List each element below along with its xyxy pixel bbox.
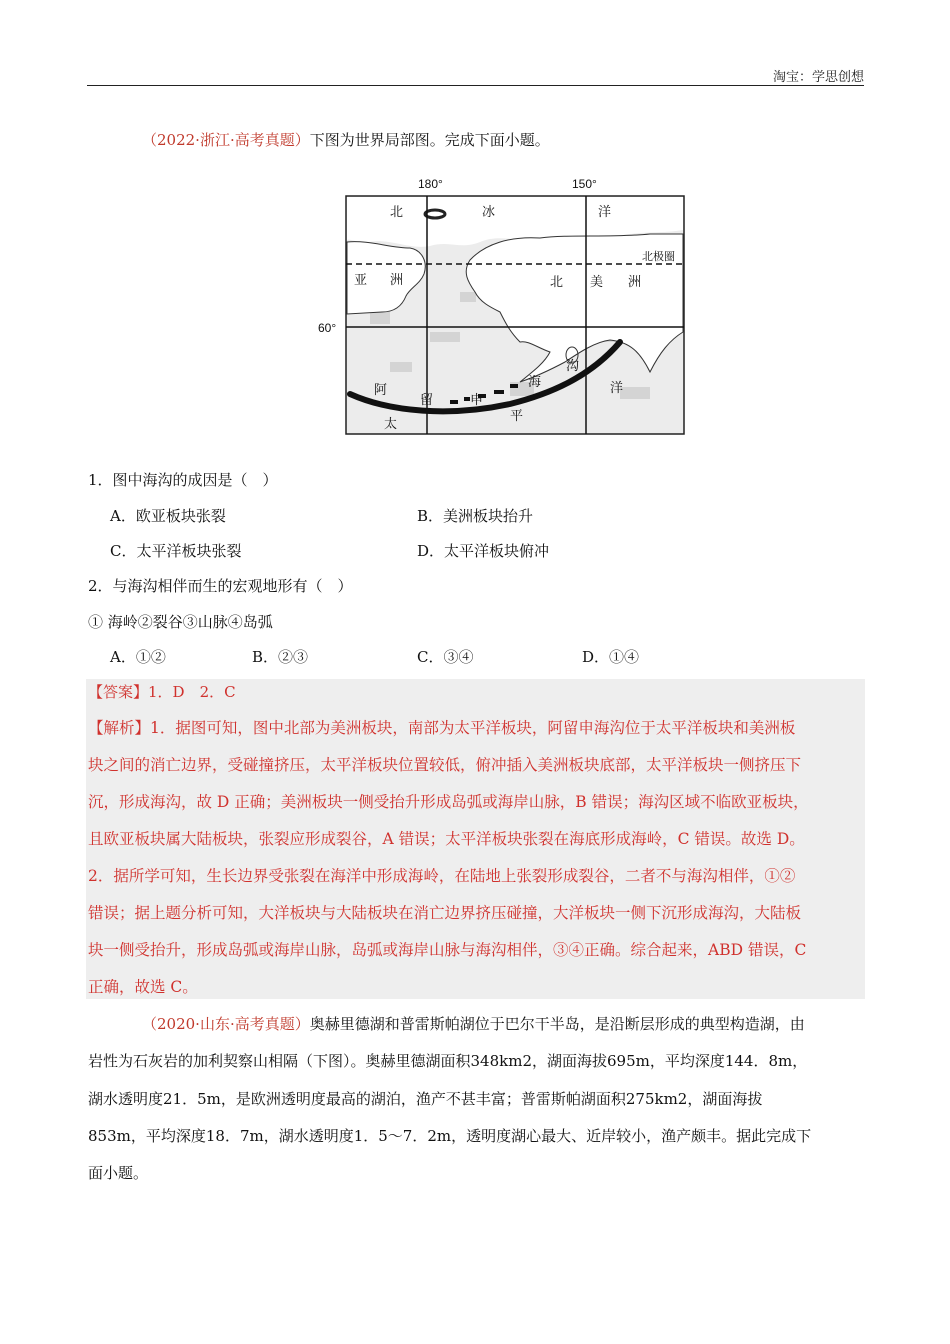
map-label-pacific-yang: 洋 [610,381,624,396]
passage-2-line-1 [142,1013,805,1035]
q1-option-a: A．欧亚板块张裂 [110,507,226,525]
arctic-circle-label: 北极圈 [642,251,675,263]
map-label-liu: 留 [420,393,434,408]
map-label-gou: 沟 [566,359,580,374]
explanation-line-8: 正确，故选 C。 [88,978,198,996]
answer-text: 1．D 2．C [148,683,236,701]
passage-2-line-2: 岩性为石灰岩的加利契察山相隔（下图）。奥赫里德湖面积348km2，湖面海拔695m，平均深度144．8m， [88,1052,808,1070]
map-svg [310,172,690,438]
q1-option-d: D．太平洋板块俯冲 [417,542,550,560]
question-2-items: ① 海岭②裂谷③山脉④岛弧 [88,613,273,631]
map-label-zhou-asia: 洲 [390,273,404,288]
lon-180-label: 180° [418,177,443,191]
map-label-yang: 洋 [598,205,612,220]
answer-line [88,681,236,703]
intro-text: 下图为世界局部图。完成下面小题。 [309,131,550,149]
lon-150-label: 150° [572,177,597,191]
map-label-hai: 海 [528,375,542,390]
passage-2-text-1: 奥赫里德湖和普雷斯帕湖位于巴尔干半岛，是沿断层形成的典型构造湖，由 [309,1015,805,1033]
question-intro [142,129,550,151]
q2-option-b: B．②③ [252,648,309,666]
lat-60-label: 60° [318,321,337,335]
q2-option-a: A．①② [110,648,166,666]
explanation-line-7: 块一侧受抬升，形成岛弧或海岸山脉，岛弧或海岸山脉与海沟相伴，③④正确。综合起来，ABD 错误，C [88,941,807,959]
map-label-mei: 美 [590,275,604,290]
q1-option-b: B．美洲板块抬升 [417,507,534,525]
map-label-ya: 亚 [354,273,368,288]
header-divider [87,85,864,86]
map-figure [310,172,690,438]
map-label-bei: 北 [390,205,404,220]
passage-2-line-3: 湖水透明度21．5m，是欧洲透明度最高的湖泊，渔产不甚丰富；普雷斯帕湖面积275km2，湖面海拔 [88,1090,763,1108]
map-label-zhou-na: 洲 [628,275,642,290]
passage-2-line-4: 853m，平均深度18．7m，湖水透明度1．5～7．2m，透明度湖心最大、近岸较小，渔产颇丰。据此完成下 [88,1127,812,1145]
map-label-bing: 冰 [482,205,496,220]
map-label-tai: 太 [384,417,398,432]
map-label-na-bei: 北 [550,275,564,290]
map-label-a: 阿 [374,383,388,398]
q2-option-d: D．①④ [582,648,640,666]
map-label-shen: 申 [470,393,484,408]
explanation-line-6: 错误；据上题分析可知，大洋板块与大陆板块在消亡边界挤压碰撞，大洋板块一侧下沉形成海沟，大陆板 [88,904,802,922]
explanation-text-1: 1．据图可知，图中北部为美洲板块，南部为太平洋板块，阿留申海沟位于太平洋板块和美洲板 [150,719,796,737]
q1-option-c: C．太平洋板块张裂 [110,542,242,560]
explanation-line-3: 沉，形成海沟，故 D 正确；美洲板块一侧受抬升形成岛弧或海岸山脉，B 错误；海沟区域不临欧亚板块， [88,793,809,811]
answer-label: 【答案】 [88,683,149,701]
question-1-stem: 1．图中海沟的成因是（ ） [88,471,278,489]
passage-2-line-5: 面小题。 [88,1164,149,1182]
source-tag: （2022·浙江·高考真题） [142,131,310,149]
question-2-stem: 2．与海沟相伴而生的宏观地形有（ ） [88,577,353,595]
map-label-ping: 平 [510,409,524,424]
explanation-line-4: 且欧亚板块属大陆板块，张裂应形成裂谷，A 错误；太平洋板块张裂在海底形成海岭，C 错误。故选 D。 [88,830,805,848]
header-brand: 淘宝：学思创想 [772,70,864,85]
passage-2-source: （2020·山东·高考真题） [142,1015,310,1033]
explanation-label: 【解析】 [88,719,151,737]
explanation-line-1 [88,717,795,739]
explanation-line-5: 2．据所学可知，生长边界受张裂在海洋中形成海岭，在陆地上张裂形成裂谷，二者不与海沟相伴，①② [88,867,796,885]
explanation-line-2: 块之间的消亡边界，受碰撞挤压，太平洋板块位置较低，俯冲插入美洲板块底部，太平洋板块一侧挤压下 [88,756,802,774]
q2-option-c: C．③④ [417,648,474,666]
